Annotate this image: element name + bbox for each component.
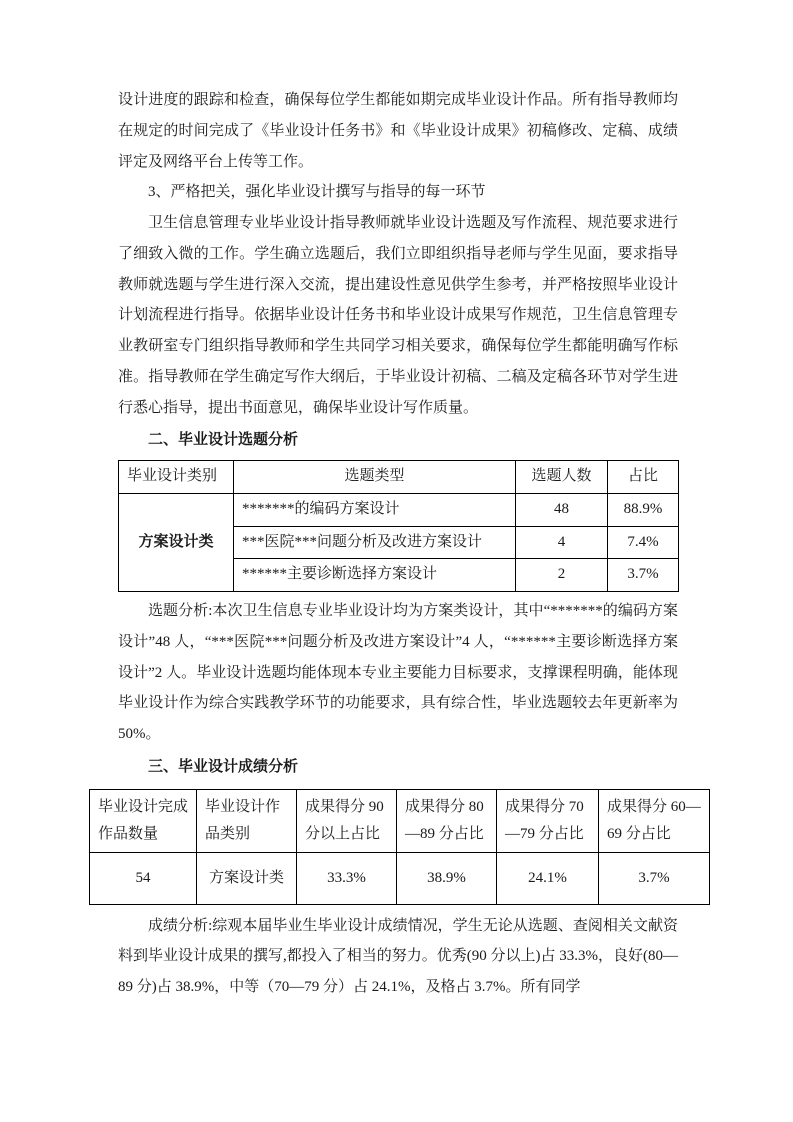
score-analysis-table [89, 789, 710, 905]
cell-topic-count: 2 [516, 559, 608, 592]
cell-topic-type: ***医院***问题分析及改进方案设计 [234, 526, 516, 559]
header-cell-work-category: 毕业设计作品类别 [197, 789, 297, 852]
paragraph-score-analysis: 成绩分析:综观本届毕业生毕业设计成绩情况，学生无论从选题、查阅相关文献资料到毕业设计成果的撰写,都投入了相当的努力。优秀(90 分以上)占 33.3%，良好(80—89 分)占 38.9%，中等（70—79 分）占 24.1%，及格占 3.7%。所有同学 [118, 917, 678, 995]
cell-score-60: 3.7% [599, 852, 710, 904]
cell-score-80: 38.9% [397, 852, 497, 904]
cell-total-works: 54 [90, 852, 197, 904]
paragraph-progress-tracking: 设计进度的跟踪和检查，确保每位学生都能如期完成毕业设计作品。所有指导教师均在规定的时间完成了《毕业设计任务书》和《毕业设计成果》初稿修改、定稿、成绩评定及网络平台上传等工作。 [118, 92, 678, 170]
header-cell-count: 选题人数 [516, 461, 608, 494]
cell-topic-count: 4 [516, 526, 608, 559]
cell-topic-ratio: 3.7% [608, 559, 679, 592]
header-cell-category: 毕业设计类别 [119, 461, 234, 494]
cell-design-category: 方案设计类 [119, 493, 234, 591]
header-cell-ratio: 占比 [608, 461, 679, 494]
section-title-topic-analysis: 二、毕业设计选题分析 [148, 432, 299, 449]
paragraph-guidance-process: 卫生信息管理专业毕业设计指导教师就毕业设计选题及写作流程、规范要求进行了细致入微的工作。学生确立选题后，我们立即组织指导老师与学生见面，要求指导教师就选题与学生进行深入交流，提出建设性意见供学生参考，并严格按照毕业设计计划流程进行指导。依据毕业设计任务书和毕业设计成果写作规范，卫生信息管理专业教研室专门组织指导教师和学生共同学习相关要求，确保每位学生都能明确写作标准。指导教师在学生确定写作大纲后，于毕业设计初稿、二稿及定稿各环节对学生进行悉心指导，提出书面意见，确保毕业设计写作质量。 [118, 215, 678, 416]
paragraph-topic-analysis: 选题分析:本次卫生信息专业毕业设计均为方案类设计，其中“*******的编码方案设计”48 人，“***医院***问题分析及改进方案设计”4 人，“******主要诊断选择方案设计”2 人。毕业设计选题均能体现本专业主要能力目标要求，支撑课程明确，能体现毕业设计作为综合实践教学环节的功能要求，具有综合性，毕业选题较去年更新率为 50%。 [118, 603, 678, 742]
cell-topic-count: 48 [516, 493, 608, 526]
table-header-row [119, 461, 679, 494]
header-cell-score-60: 成果得分 60—69 分占比 [599, 789, 710, 852]
cell-topic-type: ******主要诊断选择方案设计 [234, 559, 516, 592]
cell-topic-ratio: 7.4% [608, 526, 679, 559]
table-row [119, 493, 679, 526]
section-title-score-analysis: 三、毕业设计成绩分析 [148, 758, 299, 775]
header-cell-total-works: 毕业设计完成作品数量 [90, 789, 197, 852]
header-cell-score-90: 成果得分 90 分以上占比 [297, 789, 397, 852]
cell-topic-type: *******的编码方案设计 [234, 493, 516, 526]
cell-topic-ratio: 88.9% [608, 493, 679, 526]
topic-analysis-table [118, 460, 679, 592]
table-header-row [90, 789, 710, 852]
cell-work-category: 方案设计类 [197, 852, 297, 904]
cell-score-70: 24.1% [497, 852, 599, 904]
table-row [90, 852, 710, 904]
subheading-strict-control: 3、严格把关，强化毕业设计撰写与指导的每一环节 [148, 184, 486, 201]
header-cell-score-70: 成果得分 70—79 分占比 [497, 789, 599, 852]
header-cell-score-80: 成果得分 80—89 分占比 [397, 789, 497, 852]
cell-score-90: 33.3% [297, 852, 397, 904]
header-cell-type: 选题类型 [234, 461, 516, 494]
